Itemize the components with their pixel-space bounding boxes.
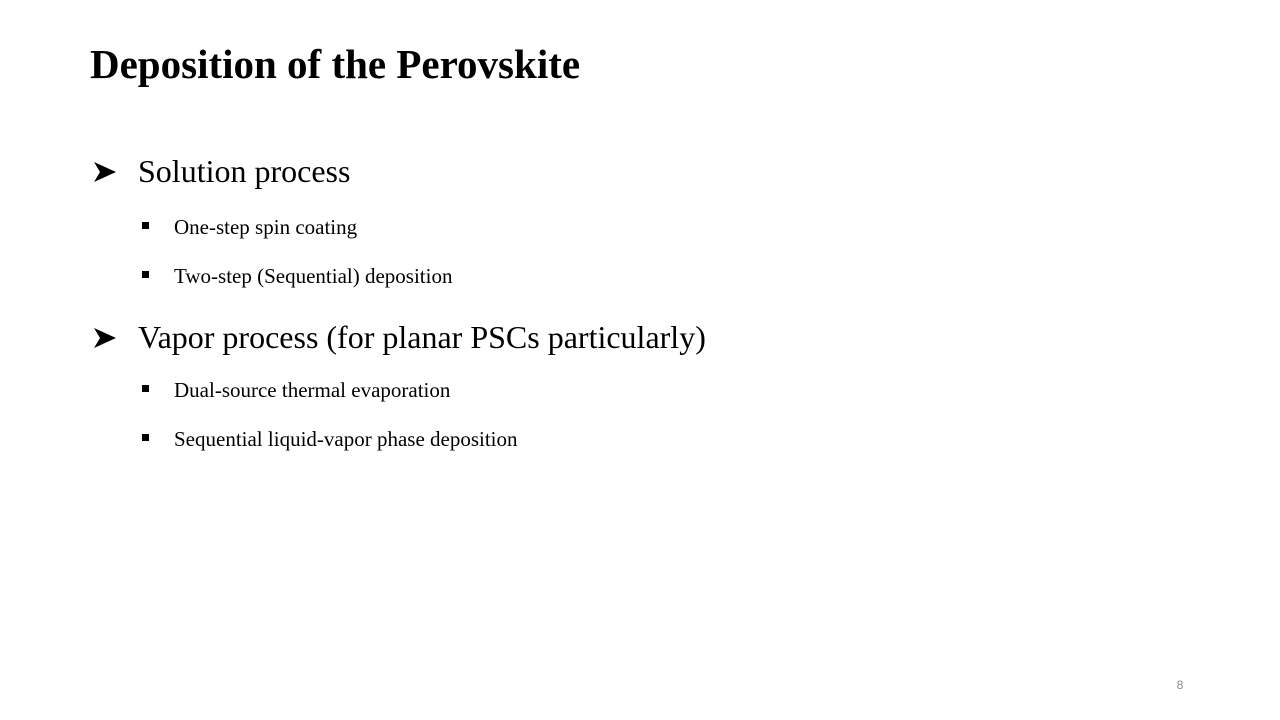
- square-bullet-icon: [142, 385, 149, 392]
- section-heading-solution: [92, 151, 350, 191]
- list-item-label: Dual-source thermal evaporation: [174, 378, 451, 402]
- arrow-bullet-icon: [92, 151, 138, 191]
- list-item: [142, 213, 357, 241]
- list-item-label: Two-step (Sequential) deposition: [174, 264, 453, 288]
- section-heading-label: Vapor process (for planar PSCs particularly): [138, 319, 706, 355]
- list-item-label: Sequential liquid-vapor phase deposition: [174, 427, 518, 451]
- list-item: [142, 262, 452, 290]
- square-bullet-icon: [142, 271, 149, 278]
- list-item: [142, 376, 450, 404]
- square-bullet-icon: [142, 434, 149, 441]
- slide-title: Deposition of the Perovskite: [90, 41, 581, 87]
- list-item-label: One-step spin coating: [174, 215, 358, 239]
- list-item: [142, 425, 518, 453]
- section-heading-label: Solution process: [138, 153, 351, 189]
- square-bullet-icon: [142, 222, 149, 229]
- page-number: 8: [1176, 678, 1184, 692]
- section-heading-vapor: [92, 317, 706, 357]
- arrow-bullet-icon: [92, 317, 138, 357]
